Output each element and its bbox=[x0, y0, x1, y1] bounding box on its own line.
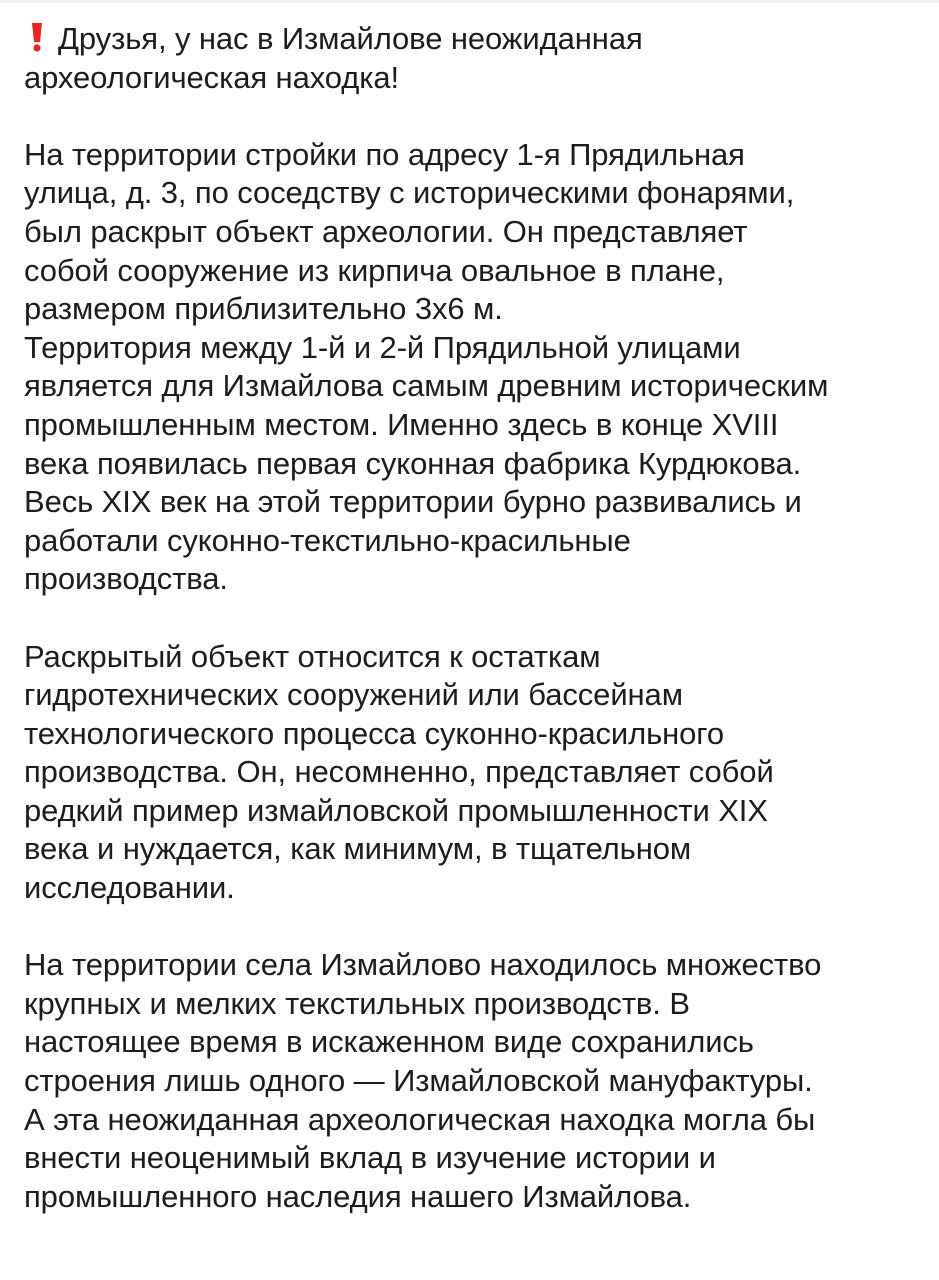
post-line: производства. Он, несомненно, представляет собой bbox=[24, 754, 774, 790]
post-line: Весь XIX век на этой территории бурно развивались и bbox=[24, 484, 802, 520]
post-line: внести неоценимый вклад в изучение истории и bbox=[24, 1140, 716, 1176]
post-line: века и нуждается, как минимум, в тщательном bbox=[24, 831, 692, 867]
post-line: крупных и мелких текстильных производств. В bbox=[24, 985, 690, 1021]
post-line: промышленным местом. Именно здесь в конце XVIII bbox=[24, 406, 779, 442]
exclamation-icon bbox=[30, 22, 44, 52]
post-line: улица, д. 3, по соседству с историческими фонарями, bbox=[24, 175, 795, 211]
top-edge-divider bbox=[0, 0, 939, 3]
post-line: На территории стройки по адресу 1-я Прядильная bbox=[24, 136, 745, 172]
post-line: технологического процесса суконно-красильного bbox=[24, 715, 724, 751]
post-line-text: Друзья, у нас в Измайлове неожиданная bbox=[58, 21, 643, 56]
post-line: промышленного наследия нашего Измайлова. bbox=[24, 1178, 692, 1214]
post-line: производства. bbox=[24, 561, 228, 597]
post-line: редкий пример измайловской промышленности XIX bbox=[24, 792, 768, 828]
post-line: настоящее время в искаженном виде сохранились bbox=[24, 1024, 754, 1060]
post-paragraph-4 bbox=[24, 946, 924, 1216]
post-line: Раскрытый объект относится к остаткам bbox=[24, 638, 601, 674]
post-paragraph-1 bbox=[24, 20, 924, 97]
post-line bbox=[24, 20, 924, 59]
post-line: исследовании. bbox=[24, 870, 235, 906]
post-line: На территории села Измайлово находилось множество bbox=[24, 947, 822, 983]
post-line: собой сооружение из кирпича овальное в плане, bbox=[24, 252, 725, 288]
post-line: гидротехнических сооружений или бассейнам bbox=[24, 677, 683, 713]
post-line: является для Измайлова самым древним историческим bbox=[24, 368, 829, 404]
post-line: Территория между 1-й и 2-й Прядильной улицами bbox=[24, 329, 741, 365]
post-line: археологическая находка! bbox=[24, 59, 400, 95]
post-line: века появилась первая суконная фабрика Курдюкова. bbox=[24, 445, 802, 481]
post-paragraph-2 bbox=[24, 136, 924, 599]
post-line: строения лишь одного — Измайловской мануфактуры. bbox=[24, 1063, 813, 1099]
post-line: был раскрыт объект археологии. Он представляет bbox=[24, 213, 748, 249]
post-line: А эта неожиданная археологическая находка могла бы bbox=[24, 1101, 816, 1137]
post-text bbox=[24, 20, 924, 1216]
post-paragraph-3 bbox=[24, 638, 924, 908]
post-line: работали суконно-текстильно-красильные bbox=[24, 522, 631, 558]
post-line: размером приблизительно 3х6 м. bbox=[24, 291, 503, 327]
